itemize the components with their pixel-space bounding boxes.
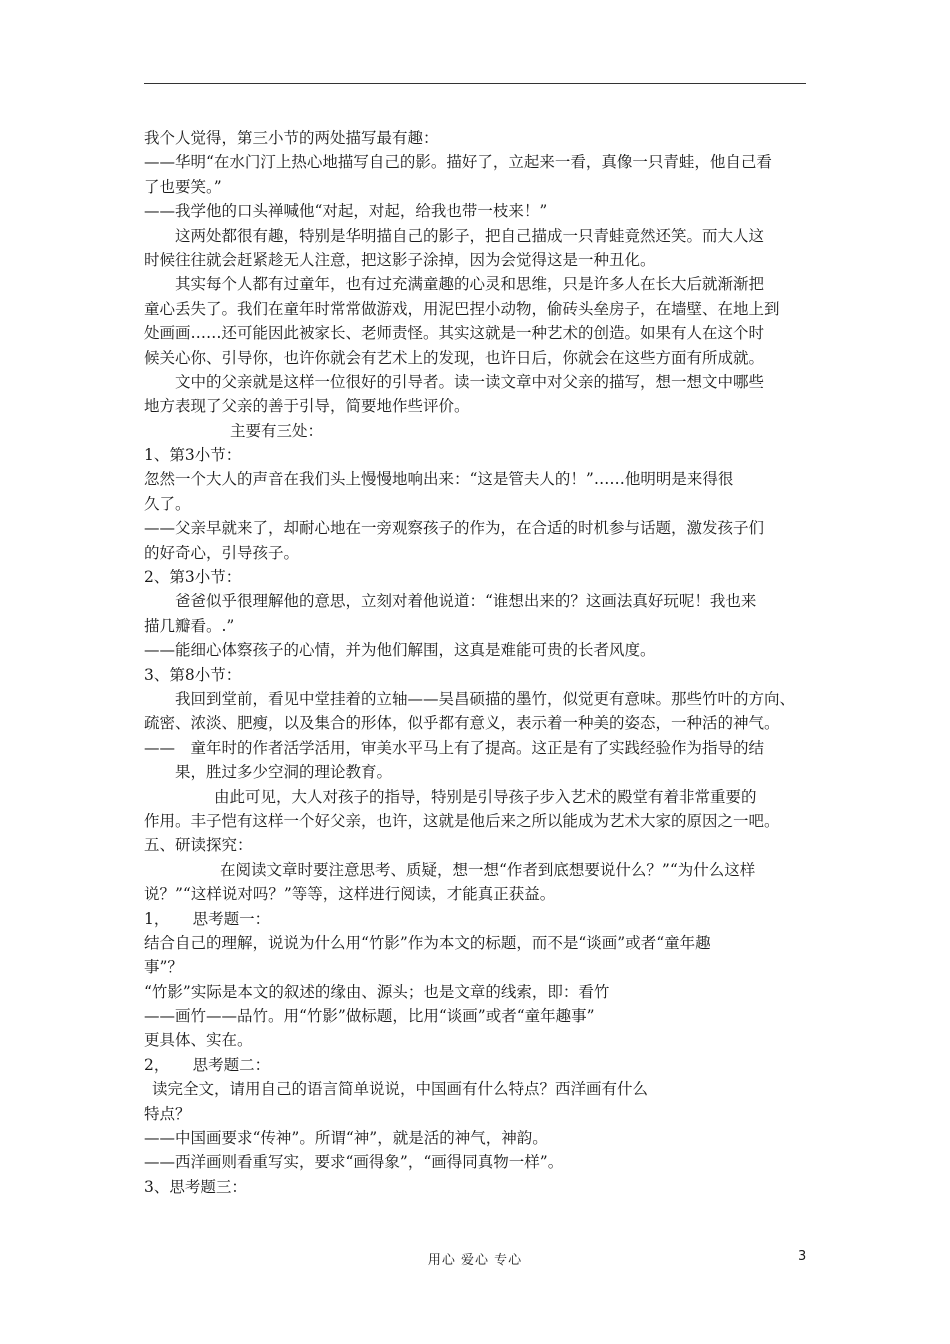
text-line: 久了。 [144, 494, 191, 513]
text-line: 2、第3小节： [144, 568, 242, 587]
text-line: 1、第3小节： [144, 446, 242, 465]
header-rule [144, 83, 806, 84]
text-line: 由此可见，大人对孩子的指导，特别是引导孩子步入艺术的殿堂有着非常重要的 [214, 787, 757, 806]
text-line: —— 童年时的作者活学活用，审美水平马上有了提高。这正是有了实践经验作为指导的结 [144, 738, 765, 757]
text-line: 童心丢失了。我们在童年时常常做游戏，用泥巴捏小动物，偷砖头垒房子，在墙壁、在地上到 [144, 299, 780, 318]
text-line: ——我学他的口头禅喊他“对起，对起，给我也带一枝来！” [144, 202, 548, 221]
text-line: 候关心你、引导你，也许你就会有艺术上的发现，也许日后，你就会在这些方面有所成就。 [144, 348, 765, 367]
text-line: 3、第8小节： [144, 665, 242, 684]
text-line: 其实每个人都有过童年，也有过充满童趣的心灵和思维，只是许多人在长大后就渐渐把 [175, 275, 765, 294]
text-line: 说？”“这样说对吗？”等等，这样进行阅读，才能真正获益。 [144, 885, 556, 904]
text-line: ——能细心体察孩子的心情，并为他们解围，这真是难能可贵的长者风度。 [144, 641, 656, 660]
text-line: 作用。丰子恺有这样一个好父亲，也许，这就是他后来之所以能成为艺术大家的原因之一吧。 [144, 811, 780, 830]
text-line: 我回到堂前，看见中堂挂着的立轴——吴昌硕描的墨竹，似觉更有意味。那些竹叶的方向、 [175, 689, 796, 708]
text-line: 事”？ [144, 958, 183, 977]
text-line: 处画画……还可能因此被家长、老师责怪。其实这就是一种艺术的创造。如果有人在这个时 [144, 324, 765, 343]
text-line: 疏密、浓淡、肥瘦，以及集合的形体，似乎都有意义，表示着一种美的姿态，一种活的神气。 [144, 714, 780, 733]
text-line: 的好奇心，引导孩子。 [144, 543, 300, 562]
text-line: 果，胜过多少空洞的理论教育。 [175, 763, 393, 782]
text-line: 时候往往就会赶紧趁无人注意，把这影子涂掉，因为会觉得这是一种丑化。 [144, 250, 656, 269]
text-line: 地方表现了父亲的善于引导，简要地作些评价。 [144, 397, 470, 416]
text-line: 结合自己的理解，说说为什么用“竹影”作为本文的标题，而不是“谈画”或者“童年趣 [144, 933, 711, 952]
text-line: 五、研读探究： [144, 836, 253, 855]
text-line: ——华明“在水门汀上热心地描写自己的影。描好了，立起来一看，真像一只青蛙，他自己看 [144, 153, 772, 172]
text-line: 1， 思考题一： [144, 909, 271, 928]
text-line: 我个人觉得，第三小节的两处描写最有趣： [144, 129, 439, 147]
text-line: 忽然一个大人的声音在我们头上慢慢地响出来：“这是管夫人的！”……他明明是来得很 [144, 470, 734, 489]
text-line: 了也要笑。” [144, 177, 222, 196]
text-line: 读完全文，请用自己的语言简单说说，中国画有什么特点？西洋画有什么 [152, 1080, 649, 1099]
text-line: 文中的父亲就是这样一位很好的引导者。读一读文章中对父亲的描写，想一想文中哪些 [175, 372, 765, 391]
text-line: 爸爸似乎很理解他的意思，立刻对着他说道：“谁想出来的？这画法真好玩呢！我也来 [175, 592, 757, 611]
page-number: 3 [798, 1249, 807, 1264]
text-line: 这两处都很有趣，特别是华明描自己的影子，把自己描成一只青蛙竟然还笑。而大人这 [175, 226, 765, 245]
text-line: 更具体、实在。 [144, 1031, 253, 1050]
text-line: 2， 思考题二： [144, 1055, 271, 1074]
text-line: ——父亲早就来了，却耐心地在一旁观察孩子的作为，在合适的时机参与话题，激发孩子们 [144, 519, 765, 538]
text-line: “竹影”实际是本文的叙述的缘由、源头；也是文章的线索，即：看竹 [144, 982, 610, 1001]
footer-slogan: 用心 爱心 专心 [427, 1253, 523, 1268]
text-line: ——画竹——品竹。用“竹影”做标题，比用“谈画”或者“童年趣事” [144, 1007, 595, 1026]
text-line: ——西洋画则看重写实，要求“画得象”，“画得同真物一样”。 [144, 1153, 564, 1172]
text-line: 在阅读文章时要注意思考、质疑，想一想“作者到底想要说什么？”“为什么这样 [220, 860, 756, 879]
text-line: 主要有三处： [230, 421, 324, 440]
text-line: 描几瓣看。.” [144, 616, 235, 635]
text-line: 3、思考题三： [144, 1177, 247, 1196]
text-line: ——中国画要求“传神”。所谓“神”，就是活的神气，神韵。 [144, 1129, 548, 1148]
document-body [144, 126, 814, 1199]
text-line: 特点？ [144, 1104, 191, 1123]
